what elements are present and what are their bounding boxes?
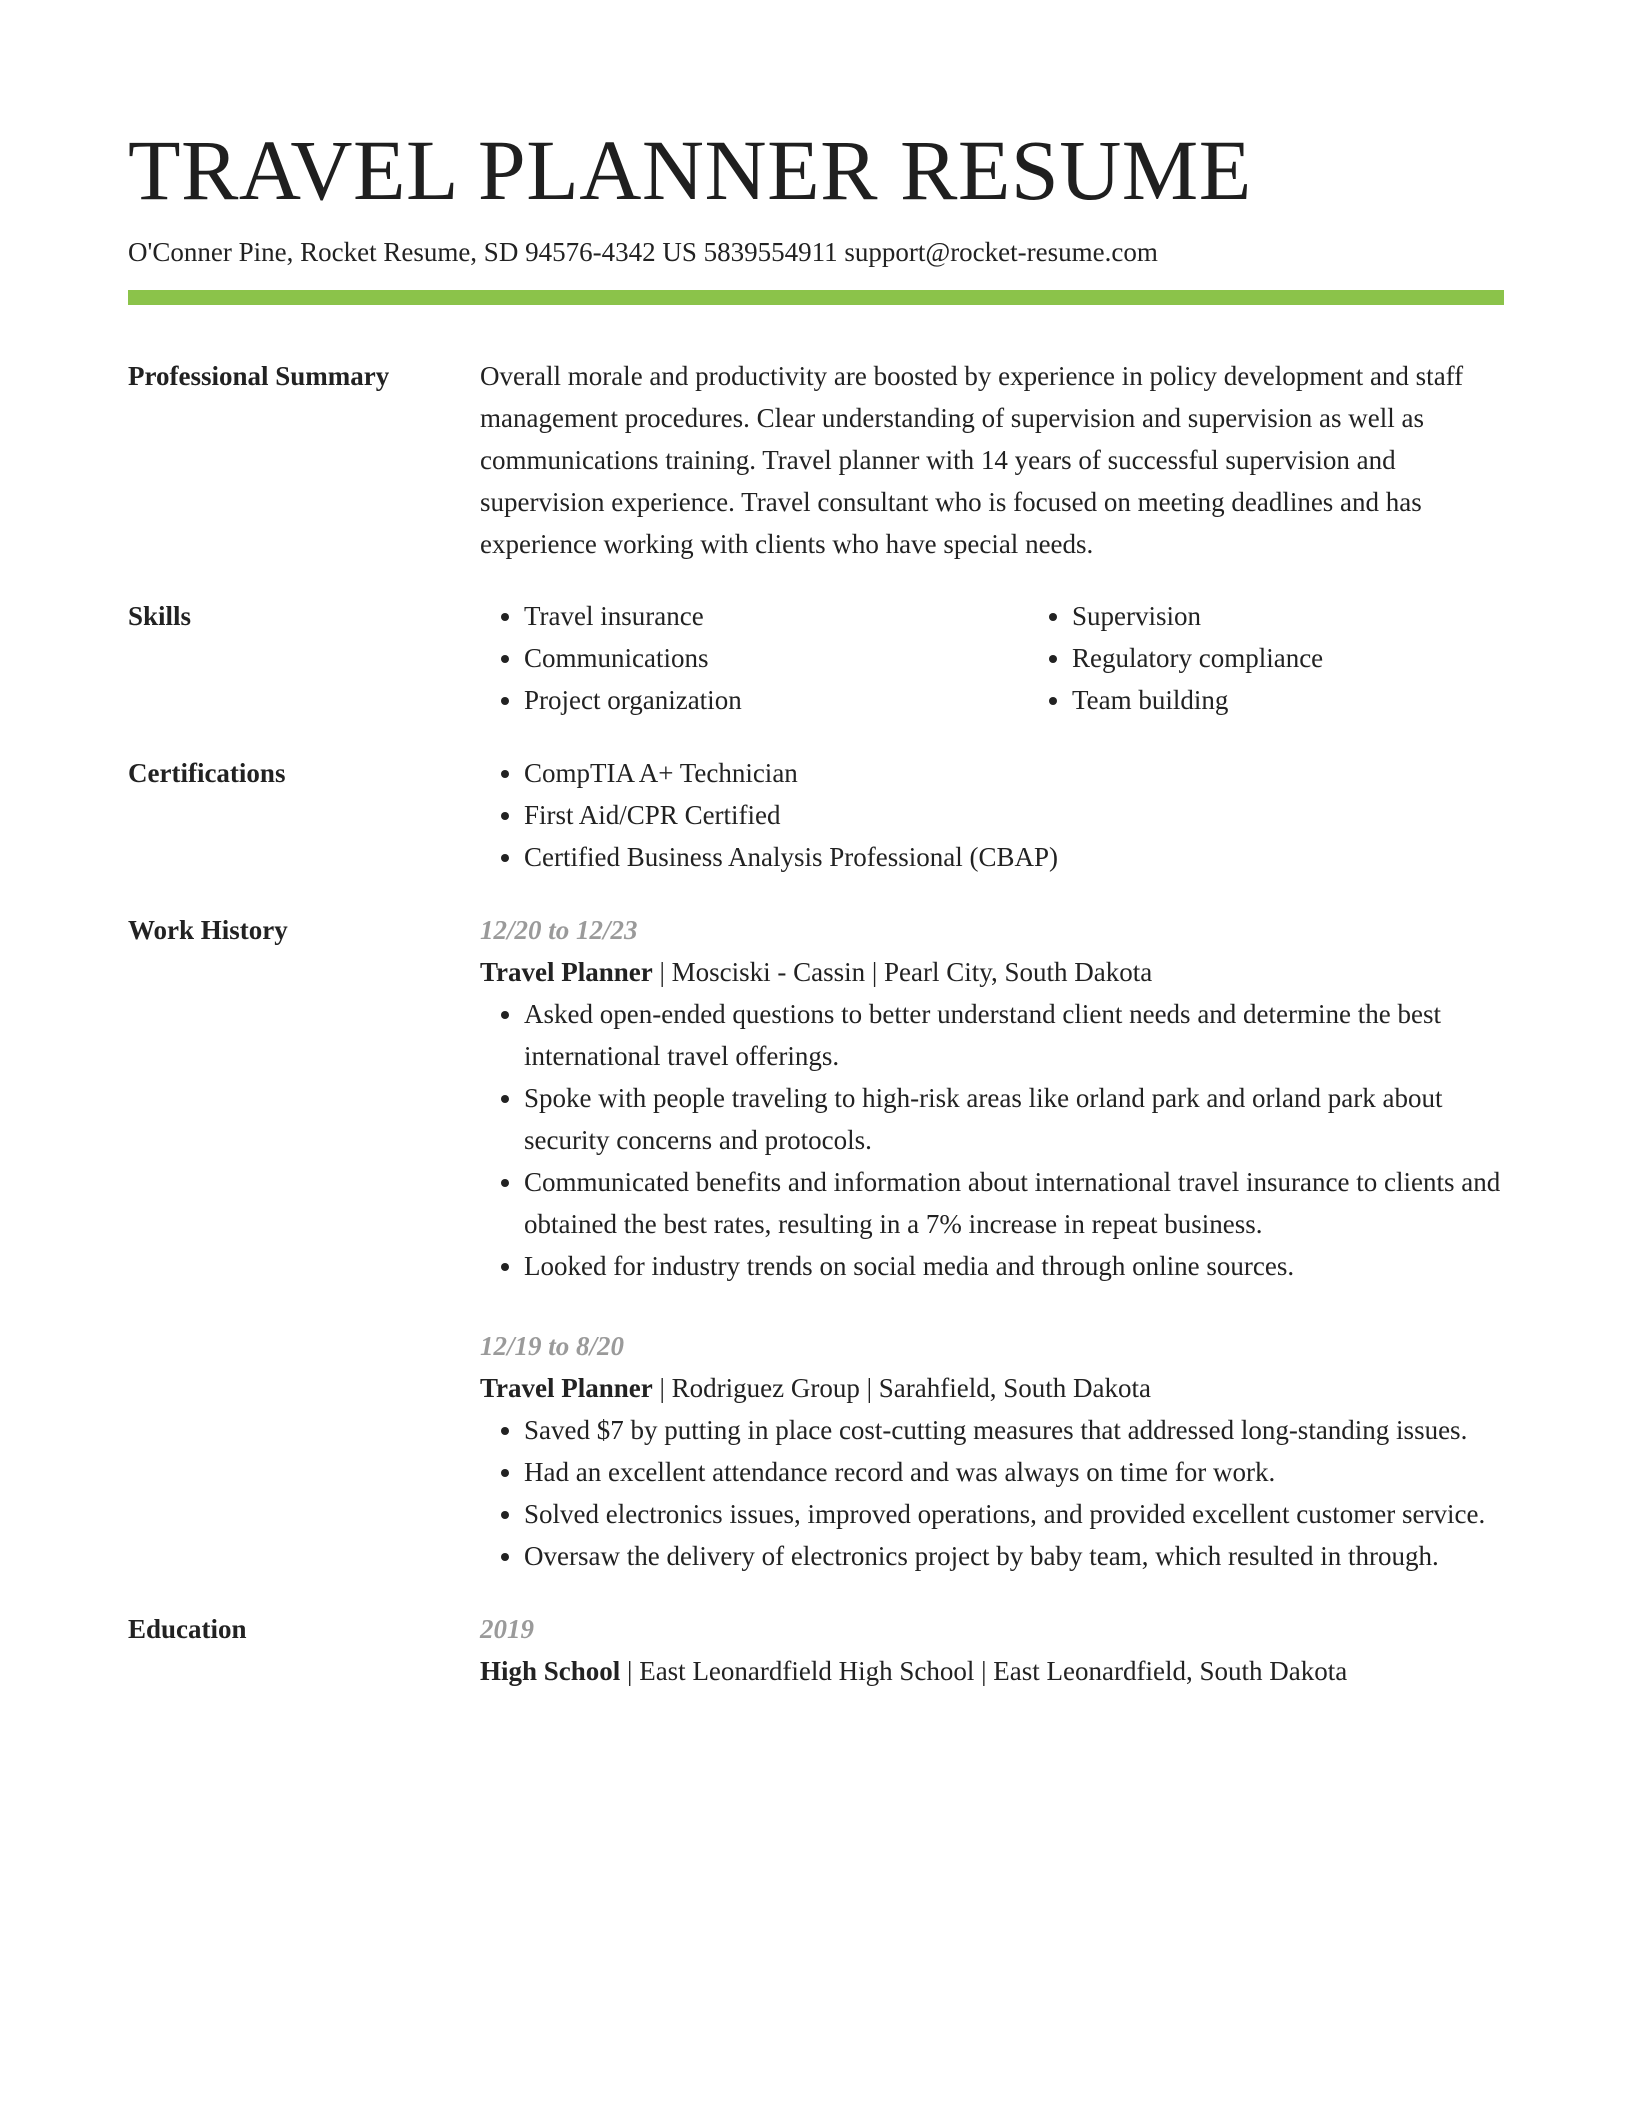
job-bullets [480, 993, 1504, 1287]
job-dates: 12/20 to 12/23 [480, 915, 638, 945]
list-item: • Solved electronics issues, improved operations, and provided excellent customer service. [524, 1493, 1504, 1535]
job-bullets [480, 1409, 1504, 1577]
contact-line: O'Conner Pine, Rocket Resume, SD 94576-4342 US 5839554911 support@rocket-resume.com [128, 237, 1158, 267]
job-details: | Mosciski - Cassin | Pearl City, South Dakota [652, 957, 1153, 987]
certifications-section [128, 752, 1504, 878]
section-label: Certifications [128, 758, 286, 788]
section-label: Work History [128, 915, 288, 945]
education-heading [480, 1650, 1504, 1692]
job-title: Travel Planner [480, 957, 653, 987]
list-item: • Looked for industry trends on social media and through online sources. [524, 1245, 1504, 1287]
education-degree: High School [480, 1656, 621, 1686]
summary-text: Overall morale and productivity are boosted by experience in policy development and staff management procedures. Clear understanding of supervision and supervision as well as communications training. Travel planner with 14 years of successful supervision and supervision experience. Travel consultant who is focused on meeting deadlines and has experience working with clients who have special needs. [480, 361, 1464, 559]
section-label: Skills [128, 601, 192, 631]
list-item: • Project organization [524, 679, 1028, 721]
list-item: • Had an excellent attendance record and was always on time for work. [524, 1451, 1504, 1493]
skills-list-right [1028, 595, 1576, 721]
accent-divider [128, 290, 1504, 305]
list-item: • Asked open-ended questions to better understand client needs and determine the best international travel offerings. [524, 993, 1504, 1077]
section-label: Professional Summary [128, 361, 390, 391]
list-item: • Certified Business Analysis Professional (CBAP) [524, 836, 1504, 878]
job-dates: 12/19 to 8/20 [480, 1331, 625, 1361]
job-entry [480, 909, 1504, 1287]
list-item: • Communicated benefits and information about international travel insurance to clients and obtained the best rates, resulting in a 7% increase in repeat business. [524, 1161, 1504, 1245]
list-item: • Communications [524, 637, 1028, 679]
list-item: • Supervision [1072, 595, 1576, 637]
certifications-list [480, 752, 1504, 878]
section-label: Education [128, 1614, 247, 1644]
summary-section [128, 355, 1504, 565]
resume-title: TRAVEL PLANNER RESUME [128, 122, 1252, 218]
job-heading [480, 951, 1504, 993]
list-item: • Saved $7 by putting in place cost-cutting measures that addressed long-standing issues. [524, 1409, 1504, 1451]
job-title: Travel Planner [480, 1373, 653, 1403]
job-heading [480, 1367, 1504, 1409]
list-item: • Travel insurance [524, 595, 1028, 637]
list-item: • First Aid/CPR Certified [524, 794, 1504, 836]
list-item: • Team building [1072, 679, 1576, 721]
list-item: • Regulatory compliance [1072, 637, 1576, 679]
skills-section [128, 595, 1504, 721]
list-item: • Oversaw the delivery of electronics project by baby team, which resulted in through. [524, 1535, 1504, 1577]
list-item: • Spoke with people traveling to high-risk areas like orland park and orland park about security concerns and protocols. [524, 1077, 1504, 1161]
job-details: | Rodriguez Group | Sarahfield, South Dakota [652, 1373, 1151, 1403]
resume-page [128, 118, 1504, 1692]
education-year: 2019 [480, 1614, 534, 1644]
education-details: | East Leonardfield High School | East Leonardfield, South Dakota [620, 1656, 1348, 1686]
list-item: • CompTIA A+ Technician [524, 752, 1504, 794]
education-section [128, 1608, 1504, 1692]
work-history-section [128, 909, 1504, 1577]
skills-list-left [480, 595, 1028, 721]
job-entry [480, 1325, 1504, 1577]
